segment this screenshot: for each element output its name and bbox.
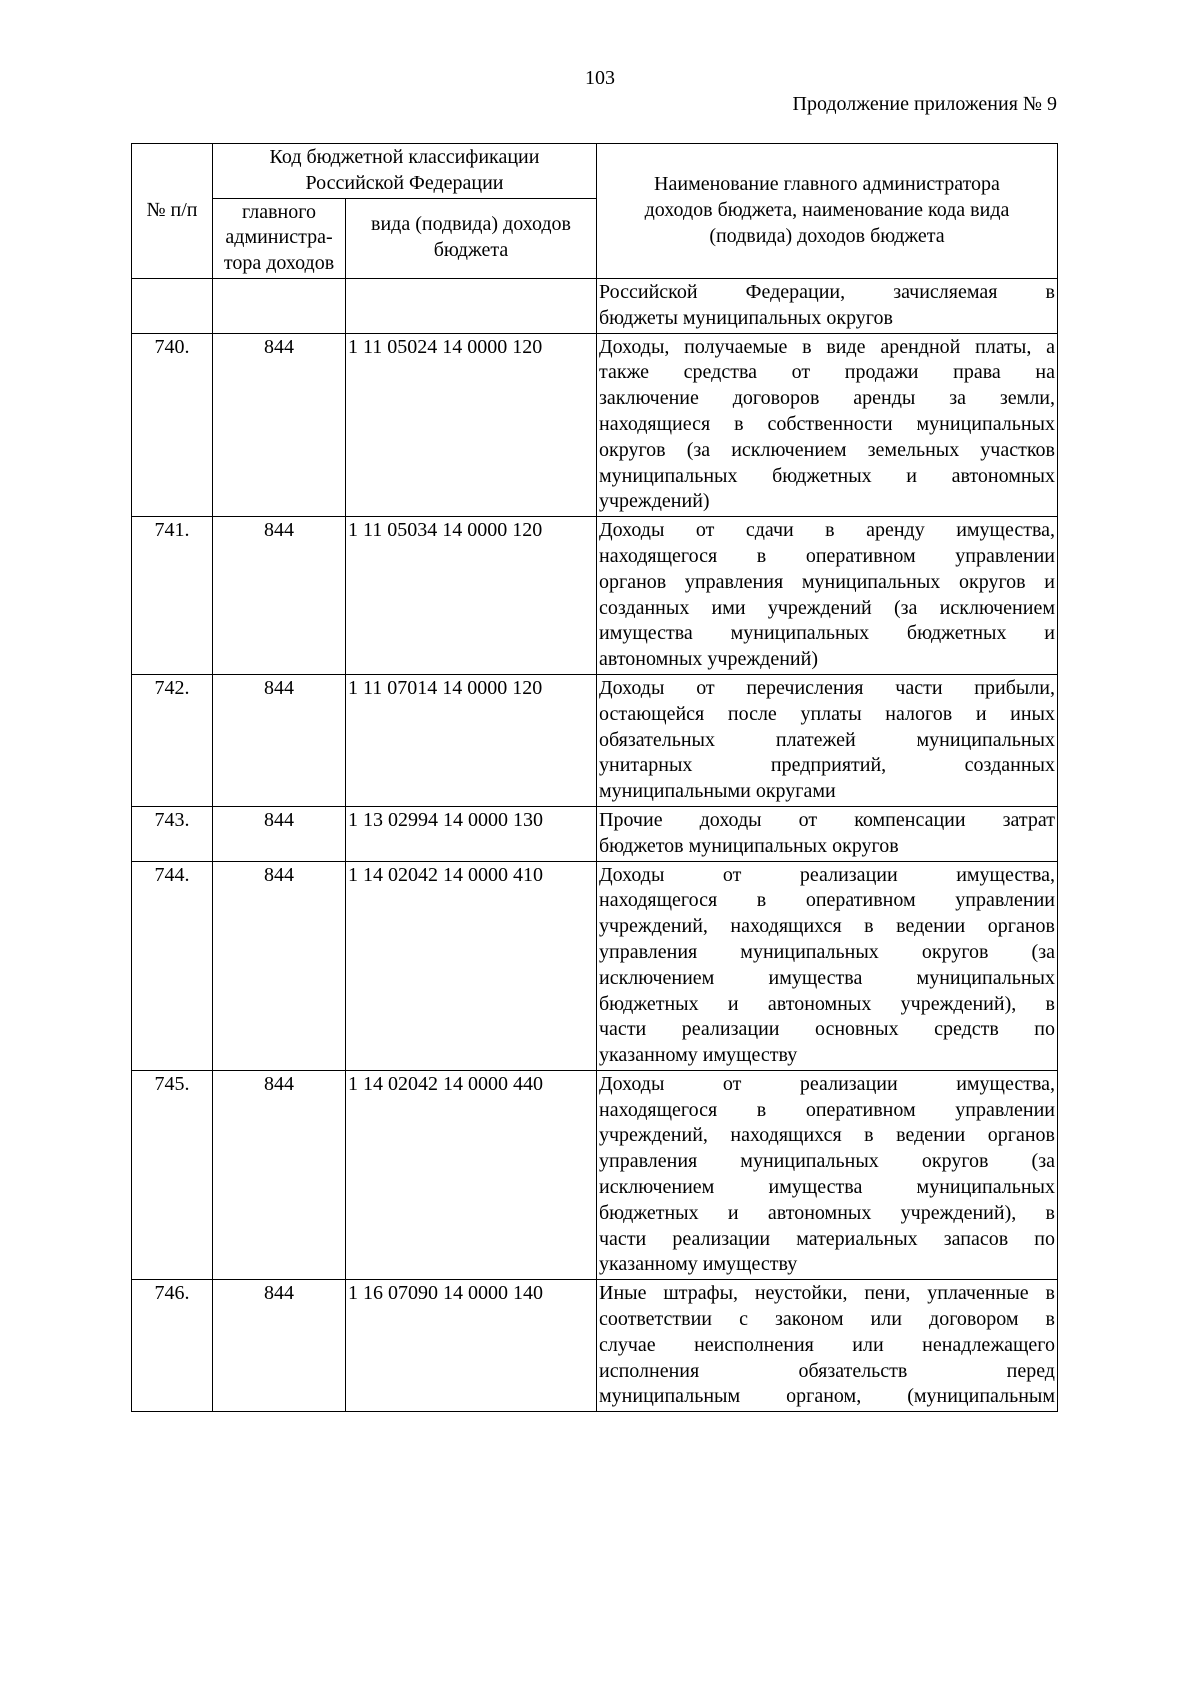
administrator-code-cell [213,806,346,861]
description-line: находящегося в оперативном управлении [599,889,1055,912]
description-line: управления муниципальных округов (за [599,1150,1055,1173]
revenue-codes-table [131,143,1058,1412]
header-number [132,144,213,279]
header-type-line: бюджета [433,239,509,262]
revenue-type-code-cell [346,674,597,806]
table-row [132,1070,1058,1279]
description-line: бюджетов муниципальных округов [599,834,899,857]
table-row [132,517,1058,675]
row-number-cell [132,674,213,806]
description-line: случае неисполнения или ненадлежащего [599,1333,1055,1356]
revenue-type-code: 1 11 07014 14 0000 120 [348,676,543,699]
description-line: находящиеся в собственности муниципальных [599,412,1055,435]
revenue-type-code: 1 11 05034 14 0000 120 [348,519,543,542]
description-line: указанному имуществу [599,1253,798,1276]
page-number: 103 [585,67,615,89]
description-line: автономных учреждений) [599,648,818,671]
administrator-code: 844 [264,1072,294,1095]
description-cell [597,517,1058,675]
header-classification-code [213,144,597,199]
description-line: исключением имущества муниципальных [599,1176,1055,1199]
description-cell [597,674,1058,806]
description-line: находящегося в оперативном управлении [599,544,1055,567]
row-number-cell [132,861,213,1070]
row-number: 743. [154,808,190,831]
table-row [132,333,1058,517]
table-row [132,806,1058,861]
description-line: органов управления муниципальных округов и [599,570,1055,593]
description-line: имущества муниципальных бюджетных и [599,622,1055,645]
administrator-code-cell [213,333,346,517]
administrator-code-cell [213,674,346,806]
administrator-code: 844 [264,863,294,886]
row-number: 744. [154,863,190,886]
description-line: учреждений) [599,490,710,513]
description-line: Доходы от реализации имущества, [599,1072,1055,1095]
row-number-cell [132,517,213,675]
description-line: учреждений, находящихся в ведении органов [599,1124,1055,1147]
row-number: 741. [154,519,190,542]
description-line: Прочие доходы от компенсации затрат [599,808,1055,831]
revenue-type-code-cell [346,861,597,1070]
table-row [132,674,1058,806]
description-line: бюджетных и автономных учреждений), в [599,992,1055,1015]
revenue-type-code-cell [346,517,597,675]
description-line: бюджеты муниципальных округов [599,306,893,329]
description-line: соответствии с законом или договором в [599,1308,1055,1331]
description-line: муниципальными округами [599,780,836,803]
table-row [132,861,1058,1070]
description-cell [597,1070,1058,1279]
description-line: округов (за исключением земельных участков [599,438,1055,461]
revenue-type-code-cell [346,333,597,517]
description-line: исключением имущества муниципальных [599,966,1055,989]
description-line: указанному имуществу [599,1044,798,1067]
row-number-cell [132,278,213,333]
description-line: созданных ими учреждений (за исключением [599,596,1055,619]
description-line: остающейся после уплаты налогов и иных [599,702,1055,725]
description-cell [597,333,1058,517]
table-body [132,278,1058,1411]
revenue-type-code: 1 14 02042 14 0000 410 [348,863,543,886]
row-number-cell [132,806,213,861]
description-line: управления муниципальных округов (за [599,940,1055,963]
description-line: Доходы от перечисления части прибыли, [599,676,1055,699]
description-cell [597,806,1058,861]
row-number-cell [132,333,213,517]
description-line: Доходы от реализации имущества, [599,863,1055,886]
header-name-line: (подвида) доходов бюджета [709,224,945,247]
description-line: обязательных платежей муниципальных [599,728,1055,751]
revenue-type-code-cell [346,806,597,861]
row-number-cell [132,1070,213,1279]
administrator-code: 844 [264,519,294,542]
row-number: 740. [154,335,190,358]
header-classification-line: Код бюджетной классификации [269,146,540,168]
description-line: исполнения обязательств перед [599,1359,1055,1382]
revenue-type-code: 1 16 07090 14 0000 140 [348,1282,543,1305]
header-name-line: Наименование главного администратора [654,173,1000,196]
revenue-type-code-cell [346,1280,597,1412]
description-cell [597,278,1058,333]
description-line: учреждений, находящихся в ведении органов [599,915,1055,938]
row-number-cell [132,1280,213,1412]
row-number: 742. [154,676,190,699]
description-line: также средства от продажи права на [599,361,1055,384]
description-line: муниципальных бюджетных и автономных [599,464,1055,487]
description-line: унитарных предприятий, созданных [599,754,1055,777]
administrator-code-cell [213,1280,346,1412]
header-admin-line: главного [242,200,316,223]
description-line: Российской Федерации, зачисляемая в [599,280,1055,303]
description-line: части реализации материальных запасов по [599,1227,1055,1250]
revenue-type-code: 1 13 02994 14 0000 130 [348,808,543,831]
description-line: Доходы, получаемые в виде арендной платы, а [599,335,1055,358]
header-admin-line: администра- [225,226,333,249]
header-type-line: вида (подвида) доходов [371,213,571,236]
table-row [132,1280,1058,1412]
administrator-code-cell [213,517,346,675]
header-administrator-name [597,144,1058,279]
administrator-code: 844 [264,808,294,831]
description-line: заключение договоров аренды за земли, [599,387,1055,410]
administrator-code: 844 [264,676,294,699]
table-header [132,144,1058,279]
description-cell [597,861,1058,1070]
row-number: 745. [154,1072,190,1095]
description-line: муниципальным органом, (муниципальным [599,1385,1055,1408]
revenue-type-code: 1 14 02042 14 0000 440 [348,1072,543,1095]
description-line: Доходы от сдачи в аренду имущества, [599,519,1055,542]
description-cell [597,1280,1058,1412]
administrator-code: 844 [264,335,294,358]
description-line: Иные штрафы, неустойки, пени, уплаченные в [599,1282,1055,1305]
revenue-type-code-cell [346,1070,597,1279]
header-number-label: № п/п [146,199,198,222]
header-name-line: доходов бюджета, наименование кода вида [644,199,1010,222]
description-line: бюджетных и автономных учреждений), в [599,1201,1055,1224]
revenue-type-code-cell [346,278,597,333]
header-admin-line: тора доходов [223,252,335,275]
header-classification-line: Российской Федерации [305,171,504,194]
header-revenue-type-code [346,198,597,278]
administrator-code-cell [213,1070,346,1279]
row-number: 746. [154,1282,190,1305]
administrator-code-cell [213,861,346,1070]
description-line: находящегося в оперативном управлении [599,1098,1055,1121]
table-row [132,278,1058,333]
header-administrator-code [213,198,346,278]
header-row-top [132,144,1058,199]
appendix-continuation-label: Продолжение приложения № 9 [792,93,1057,115]
description-line: части реализации основных средств по [599,1018,1055,1041]
administrator-code: 844 [264,1282,294,1305]
administrator-code-cell [213,278,346,333]
revenue-type-code: 1 11 05024 14 0000 120 [348,335,543,358]
